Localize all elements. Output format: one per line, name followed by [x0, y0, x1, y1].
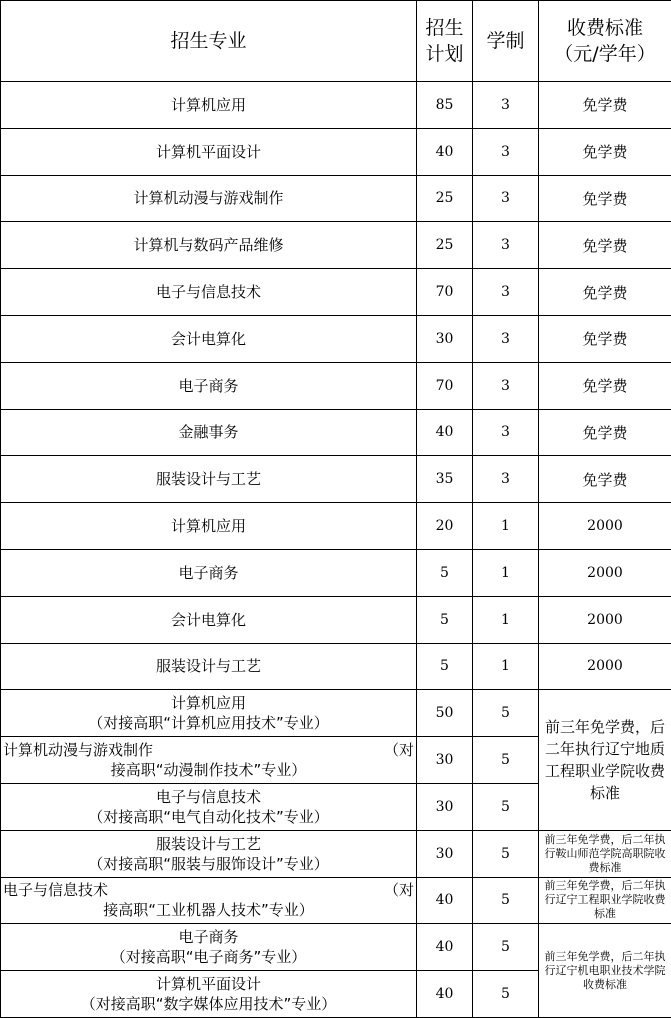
plan-cell: 25	[417, 222, 473, 269]
plan-cell: 5	[417, 549, 473, 596]
fee-note-cell: 前三年免学费，后二年执行辽宁机电职业技术学院收费标准	[539, 924, 671, 1018]
years-cell: 5	[473, 971, 539, 1018]
years-cell: 1	[473, 643, 539, 690]
major-link-tail: （对	[383, 741, 414, 760]
fee-cell: 免学费	[539, 456, 671, 503]
years-cell: 5	[473, 830, 539, 877]
major-cell	[1, 971, 417, 1018]
fee-note-cell: 前三年免学费，后二年执行辽宁工程职业学院收费标准	[539, 877, 671, 924]
plan-cell: 70	[417, 269, 473, 316]
major-name: 计算机应用	[170, 694, 246, 713]
years-cell: 5	[473, 783, 539, 830]
plan-cell: 50	[417, 690, 473, 737]
table-row	[1, 643, 671, 690]
major-link: （对接高职“计算机应用技术”专业）	[88, 714, 329, 733]
years-cell: 5	[473, 924, 539, 971]
header-duration: 学制	[473, 1, 539, 82]
major-cell: 电子与信息技术	[1, 269, 417, 316]
plan-cell: 30	[417, 830, 473, 877]
major-cell	[1, 924, 417, 971]
fee-cell: 免学费	[539, 269, 671, 316]
years-cell: 1	[473, 503, 539, 550]
fee-cell: 免学费	[539, 128, 671, 175]
major-cell: 计算机动漫与游戏制作	[1, 175, 417, 222]
major-cell: 会计电算化	[1, 315, 417, 362]
fee-cell: 免学费	[539, 409, 671, 456]
major-link: （对接高职“服装与服饰设计”专业）	[88, 854, 329, 873]
major-cell	[1, 877, 417, 924]
major-cell: 计算机平面设计	[1, 128, 417, 175]
table-row	[1, 175, 671, 222]
major-link-tail: （对	[383, 881, 414, 900]
major-cell: 电子商务	[1, 362, 417, 409]
fee-cell: 免学费	[539, 175, 671, 222]
header-plan: 招生 计划	[417, 1, 473, 82]
table-row	[1, 362, 671, 409]
major-cell: 服装设计与工艺	[1, 643, 417, 690]
major-cell: 服装设计与工艺	[1, 456, 417, 503]
plan-cell: 40	[417, 409, 473, 456]
major-link: 接高职“动漫制作技术”专业）	[110, 761, 307, 780]
plan-cell: 70	[417, 362, 473, 409]
fee-cell: 2000	[539, 643, 671, 690]
table-row	[1, 690, 671, 737]
major-link: （对接高职“电气自动化技术”专业）	[88, 807, 329, 826]
fee-cell: 免学费	[539, 222, 671, 269]
major-name: 服装设计与工艺	[155, 834, 261, 853]
table-row	[1, 456, 671, 503]
plan-cell: 40	[417, 924, 473, 971]
table-row	[1, 82, 671, 129]
fee-note-cell: 前三年免学费，后二年执行鞍山师范学院高职院收费标准	[539, 830, 671, 877]
plan-cell: 5	[417, 596, 473, 643]
major-link: 接高职“工业机器人技术”专业）	[103, 901, 314, 920]
years-cell: 1	[473, 549, 539, 596]
major-cell: 计算机与数码产品维修	[1, 222, 417, 269]
table-row	[1, 924, 671, 971]
table-row	[1, 830, 671, 877]
years-cell: 5	[473, 737, 539, 784]
years-cell: 3	[473, 315, 539, 362]
table-row	[1, 269, 671, 316]
years-cell: 3	[473, 269, 539, 316]
plan-cell: 25	[417, 175, 473, 222]
major-cell	[1, 830, 417, 877]
major-cell: 金融事务	[1, 409, 417, 456]
years-cell: 3	[473, 362, 539, 409]
table-row	[1, 409, 671, 456]
fee-cell: 2000	[539, 549, 671, 596]
major-cell	[1, 690, 417, 737]
major-name: 电子与信息技术	[3, 881, 109, 900]
years-cell: 5	[473, 877, 539, 924]
table-row	[1, 596, 671, 643]
fee-cell: 免学费	[539, 82, 671, 129]
major-name: 电子与信息技术	[155, 787, 261, 806]
major-cell: 会计电算化	[1, 596, 417, 643]
fee-cell: 2000	[539, 503, 671, 550]
major-link: （对接高职“电子商务”专业）	[110, 948, 307, 967]
major-link: （对接高职“数字媒体应用技术”专业）	[80, 995, 337, 1014]
years-cell: 3	[473, 128, 539, 175]
major-cell: 计算机应用	[1, 82, 417, 129]
major-name: 电子商务	[178, 928, 239, 947]
fee-cell: 2000	[539, 596, 671, 643]
major-cell	[1, 737, 417, 784]
plan-cell: 20	[417, 503, 473, 550]
major-cell: 电子商务	[1, 549, 417, 596]
plan-cell: 40	[417, 877, 473, 924]
years-cell: 3	[473, 456, 539, 503]
fee-cell: 免学费	[539, 315, 671, 362]
years-cell: 5	[473, 690, 539, 737]
plan-cell: 30	[417, 737, 473, 784]
table-row	[1, 877, 671, 924]
plan-cell: 5	[417, 643, 473, 690]
years-cell: 3	[473, 222, 539, 269]
plan-cell: 30	[417, 783, 473, 830]
header-major: 招生专业	[1, 1, 417, 82]
table-row	[1, 315, 671, 362]
major-name: 计算机动漫与游戏制作	[3, 741, 154, 760]
years-cell: 3	[473, 409, 539, 456]
plan-cell: 40	[417, 128, 473, 175]
major-cell	[1, 783, 417, 830]
table-row	[1, 222, 671, 269]
plan-cell: 40	[417, 971, 473, 1018]
plan-cell: 85	[417, 82, 473, 129]
major-name: 计算机平面设计	[155, 975, 261, 994]
years-cell: 3	[473, 175, 539, 222]
years-cell: 3	[473, 82, 539, 129]
fee-note-cell: 前三年免学费，后二年执行辽宁地质工程职业学院收费标准	[539, 690, 671, 830]
plan-cell: 35	[417, 456, 473, 503]
table-row	[1, 128, 671, 175]
plan-cell: 30	[417, 315, 473, 362]
table-row	[1, 549, 671, 596]
header-row	[1, 1, 671, 82]
years-cell: 1	[473, 596, 539, 643]
table-row	[1, 503, 671, 550]
header-fee: 收费标准 （元/学年）	[539, 1, 671, 82]
fee-cell: 免学费	[539, 362, 671, 409]
major-cell: 计算机应用	[1, 503, 417, 550]
